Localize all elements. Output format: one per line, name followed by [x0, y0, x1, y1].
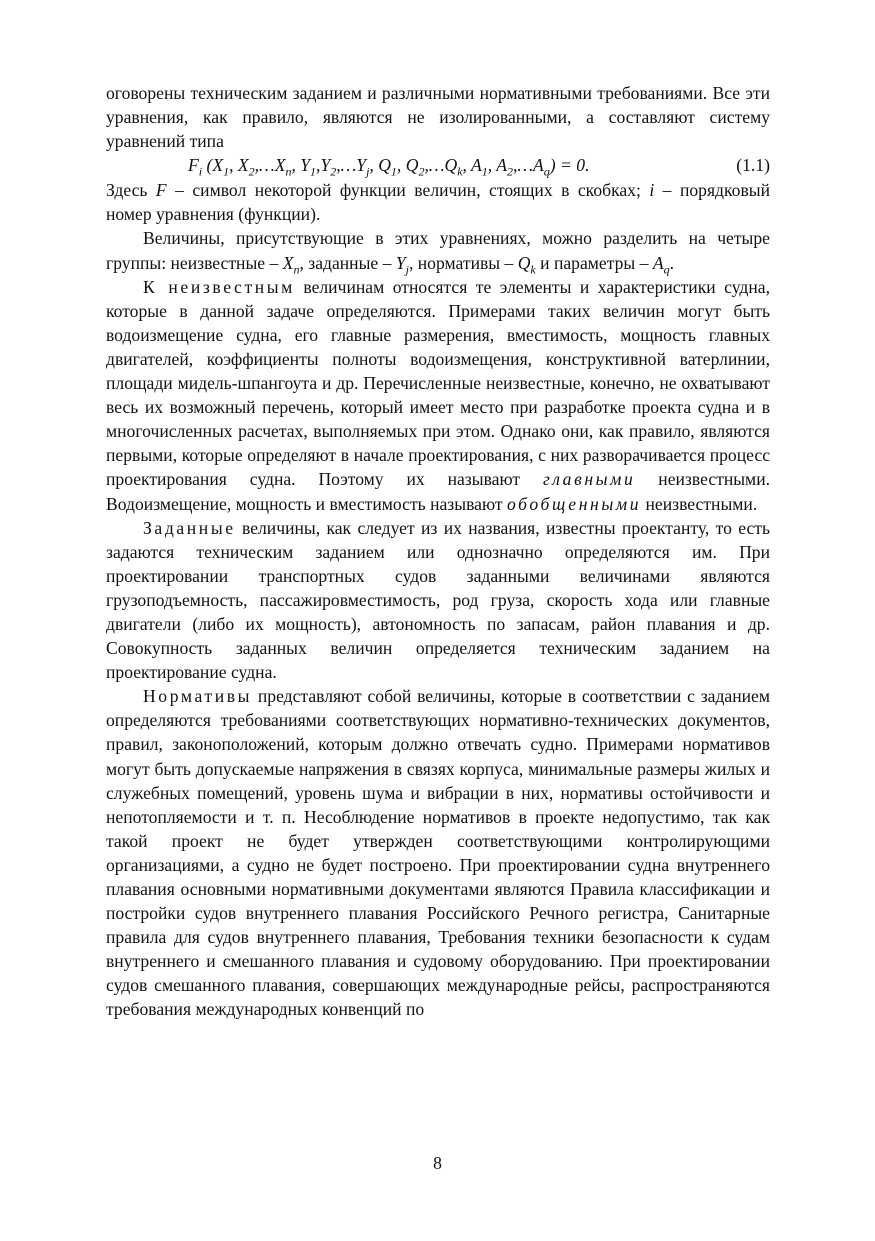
equation-number: (1.1)	[736, 155, 770, 176]
paragraph-intro: оговорены техническим заданием и различными нормативными требованиями. Все эти уравнения, как правило, являются не изолированными, а составляют систему уравнений типа	[106, 83, 770, 152]
paragraph-unknowns: К неизвестным величинам относятся те элементы и характеристики судна, которые в данной задаче определяются. Примерами таких величин могут быть водоизмещение судна, его главные размерения, вместимость, мощность главных двигателей, коэффициенты полноты водоизмещения, конструктивной ватерлинии, площади мидель-шпангоута и др. Перечисленные неизвестные, конечно, не охватывают весь их возможный перечень, который имеет место при разработке проекта судна и в многочисленных расчетах, выполняемых при этом. Однако они, как правило, являются первыми, которые определяют в начале проектирования, с них разворачивается процесс проектирования судна. Поэтому их называют главными неизвестными. Водоизмещение, мощность и вместимость называют обобщенными неизвестными.	[106, 276, 771, 514]
equation-1-1	[106, 153, 770, 178]
paragraph-groups: Величины, присутствующие в этих уравнениях, можно разделить на четыре группы: неизвестные – $X_n$, заданные – $Y_j$, нормативы – $Q_k$ и параметры – $A_q$.	[106, 228, 770, 277]
paragraph-definition: Здесь F – символ некоторой функции величин, стоящих в скобках; i – порядковый номер уравнения (функции).	[106, 180, 770, 225]
page-body	[106, 81, 770, 1022]
page-number: 8	[433, 1153, 442, 1173]
paragraph-norms: Нормативы представляют собой величины, которые в соответствии с заданием определяются требованиями соответствующих нормативно-технических документов, правил, законоположений, которым должно отвечать судно. Примерами нормативов могут быть допускаемые напряжения в связях корпуса, минимальные размеры жилых и служебных помещений, уровень шума и вибрации в них, нормативы остойчивости и непотопляемости и т. п. Несоблюдение нормативов в проекте недопустимо, так как такой проект не будет утвержден соответствующими контролирующими организациями, а судно не будет построено. При проектировании судна внутреннего плавания основными нормативными документами являются Правила классификации и постройки судов внутреннего плавания Российского Речного регистра, Санитарные правила для судов внутреннего плавания, Требования техники безопасности к судам внутреннего и смешанного плавания и судовому оборудованию. При проектировании судов смешанного плавания, совершающих международные рейсы, распространяются требования международных конвенций по	[106, 686, 770, 1020]
paragraph-given: Заданные величины, как следует из их названия, известны проектанту, то есть задаются техническим заданием или однозначно определяются им. При проектировании транспортных судов заданными величинами являются грузоподъемность, пассажировместимость, род груза, скорость хода или главные двигатели (либо их мощность), автономность по запасам, район плавания и др. Совокупность заданных величин определяется техническим заданием на проектирование судна.	[106, 517, 770, 683]
equation-expression: $F_i$ ($X_1$, $X_2,\dots X_n$, $Y_1,Y_2,\dots Y_j$, $Q_1$, $Q_2,\dots Q_k$, $A_1$, $A_2,\dots A_q) = 0$.	[188, 155, 590, 179]
